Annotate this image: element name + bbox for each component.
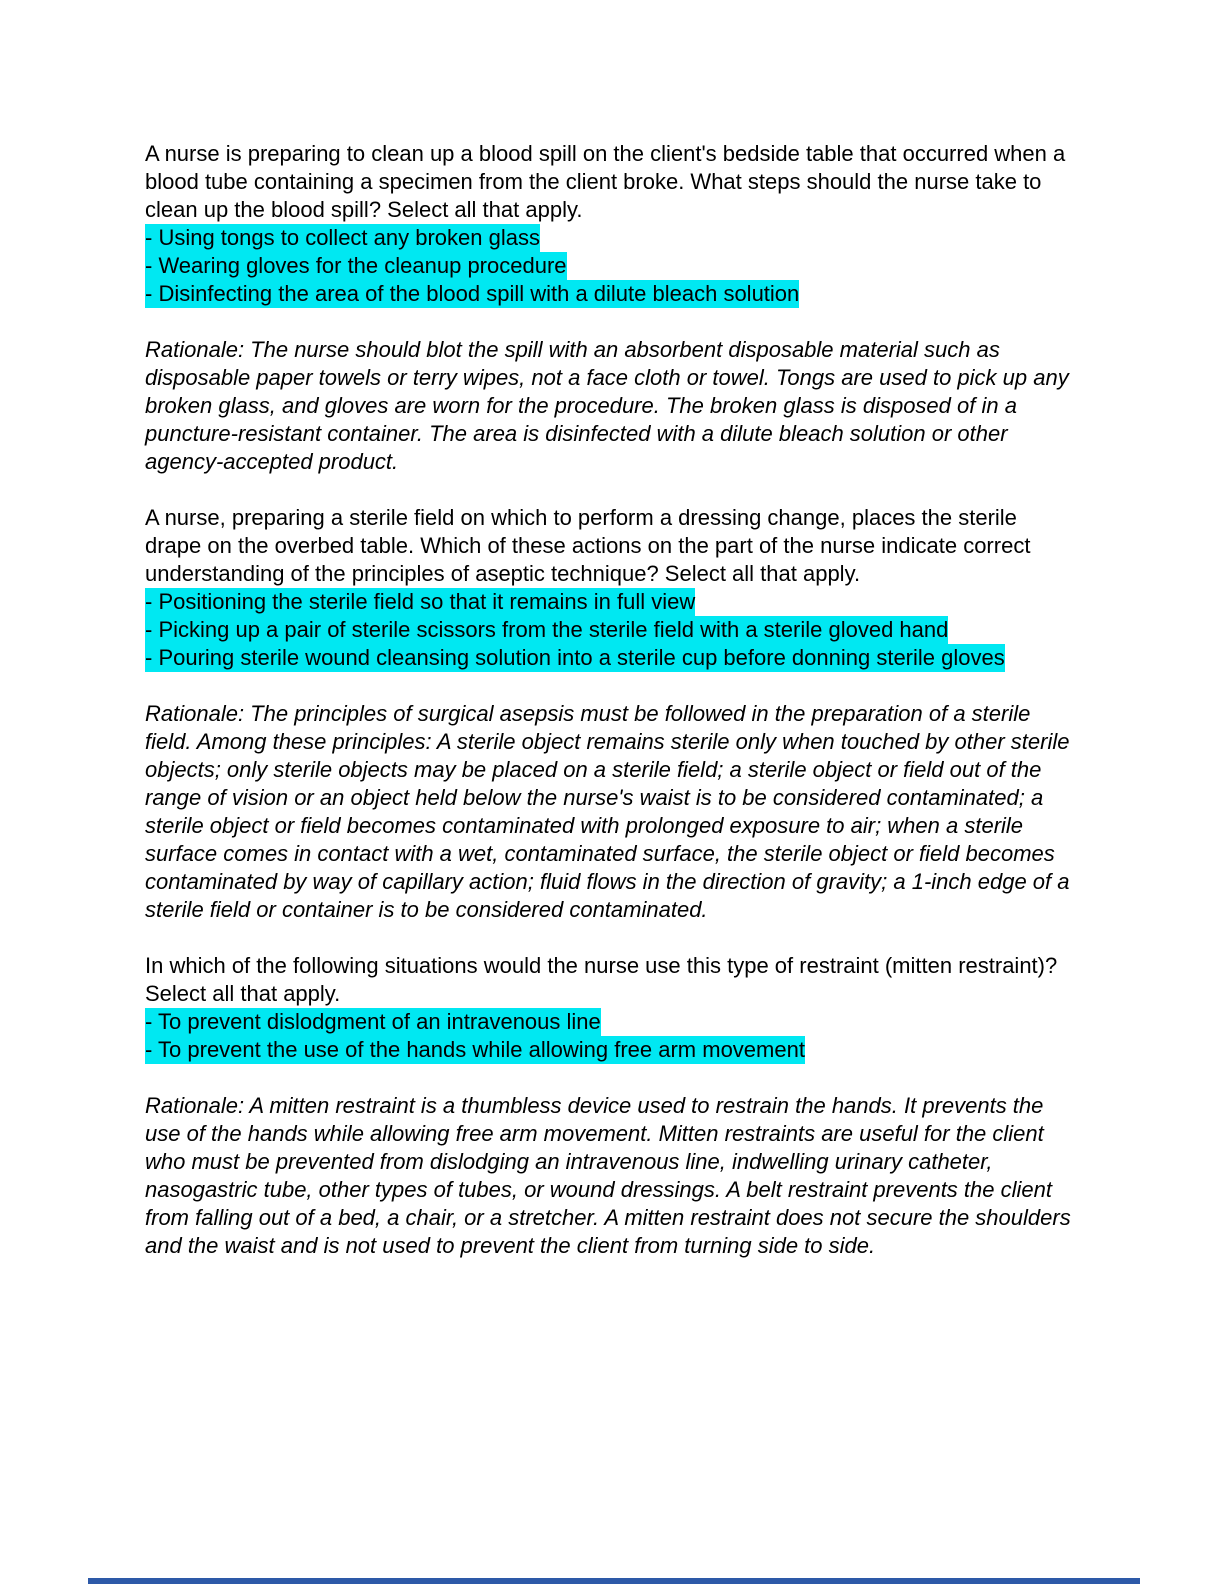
answer-option	[145, 224, 1075, 252]
highlighted-answer: - Positioning the sterile field so that it remains in full view	[145, 589, 696, 614]
question-text: A nurse is preparing to clean up a blood spill on the client's bedside table that occurred when a blood tube containing a specimen from the client broke. What steps should the nurse take to clean up the blood spill? Select all that apply.	[145, 141, 1066, 222]
answer-list	[145, 588, 1075, 672]
highlighted-answer: - Disinfecting the area of the blood spill with a dilute bleach solution	[145, 281, 800, 306]
highlighted-answer: - To prevent the use of the hands while allowing free arm movement	[145, 1037, 805, 1062]
paragraph-spacer	[145, 308, 1075, 336]
highlighted-answer: - Using tongs to collect any broken glass	[145, 225, 540, 250]
question-text: In which of the following situations would the nurse use this type of restraint (mitten restraint)? Select all that apply.	[145, 953, 1058, 1006]
answer-option	[145, 616, 1075, 644]
question-text: A nurse, preparing a sterile field on which to perform a dressing change, places the sterile drape on the overbed table. Which of these actions on the part of the nurse indicate correct understanding of the principles of aseptic technique? Select all that apply.	[145, 505, 1031, 586]
rationale-text: Rationale: The nurse should blot the spill with an absorbent disposable material such as disposable paper towels or terry wipes, not a face cloth or towel. Tongs are used to pick up any broken glass, and gloves are worn for the procedure. The broken glass is disposed of in a puncture-resistant container. The area is disinfected with a dilute bleach solution or other agency-accepted product.	[145, 337, 1069, 474]
answer-list	[145, 1008, 1075, 1064]
answer-option	[145, 252, 1075, 280]
answer-option	[145, 588, 1075, 616]
paragraph-spacer	[145, 924, 1075, 952]
paragraph-spacer	[145, 476, 1075, 504]
next-page-edge-divider	[88, 1578, 1140, 1584]
paragraph-spacer	[145, 1064, 1075, 1092]
rationale-text: Rationale: The principles of surgical asepsis must be followed in the preparation of a sterile field. Among these principles: A sterile object remains sterile only when touched by other sterile objects; only sterile objects may be placed on a sterile field; a sterile object or field out of the range of vision or an object held below the nurse's waist is to be considered contaminated; a sterile object or field becomes contaminated with prolonged exposure to air; when a sterile surface comes in contact with a wet, contaminated surface, the sterile object or field becomes contaminated by way of capillary action; fluid flows in the direction of gravity; a 1-inch edge of a sterile field or container is to be considered contaminated.	[145, 701, 1070, 922]
paragraph-spacer	[145, 672, 1075, 700]
document-page	[145, 140, 1075, 1260]
highlighted-answer: - Pouring sterile wound cleansing solution into a sterile cup before donning sterile gloves	[145, 645, 1005, 670]
answer-option	[145, 1008, 1075, 1036]
highlighted-answer: - Wearing gloves for the cleanup procedure	[145, 253, 567, 278]
answer-option	[145, 280, 1075, 308]
question-block-1	[145, 140, 1075, 504]
question-block-2	[145, 504, 1075, 952]
highlighted-answer: - To prevent dislodgment of an intravenous line	[145, 1009, 601, 1034]
answer-option	[145, 644, 1075, 672]
highlighted-answer: - Picking up a pair of sterile scissors from the sterile field with a sterile gloved hand	[145, 617, 949, 642]
answer-option	[145, 1036, 1075, 1064]
rationale-text: Rationale: A mitten restraint is a thumbless device used to restrain the hands. It prevents the use of the hands while allowing free arm movement. Mitten restraints are useful for the client who must be prevented from dislodging an intravenous line, indwelling urinary catheter, nasogastric tube, other types of tubes, or wound dressings. A belt restraint prevents the client from falling out of a bed, a chair, or a stretcher. A mitten restraint does not secure the shoulders and the waist and is not used to prevent the client from turning side to side.	[145, 1093, 1071, 1258]
question-block-3	[145, 952, 1075, 1260]
answer-list	[145, 224, 1075, 308]
